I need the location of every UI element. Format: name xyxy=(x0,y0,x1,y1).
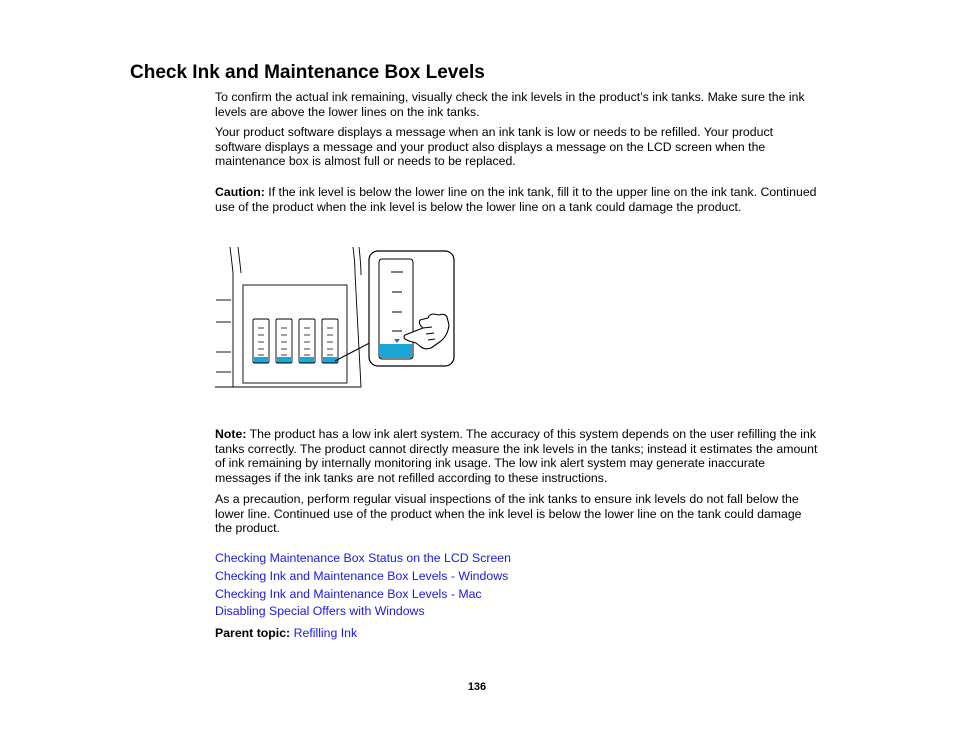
caution-text: If the ink level is below the lower line on the ink tank, fill it to the upper line on the ink tank. Continued use of the product when the ink level is below the lower line on a tank could damage the product. xyxy=(215,185,817,214)
ink-tank-1 xyxy=(253,319,269,363)
intro-paragraph-1: To confirm the actual ink remaining, visually check the ink levels in the product’s ink tanks. Make sure the ink levels are above the lower lines on the ink tanks. xyxy=(215,90,805,119)
page-number: 136 xyxy=(467,681,487,693)
link-maintenance-box-lcd[interactable]: Checking Maintenance Box Status on the LCD Screen xyxy=(215,551,511,565)
parent-topic-link[interactable]: Refilling Ink xyxy=(293,626,358,640)
ink-tanks xyxy=(253,319,338,363)
ink-tank-diagram xyxy=(213,245,458,390)
link-levels-mac[interactable]: Checking Ink and Maintenance Box Levels - Mac xyxy=(215,587,482,601)
zoom-callout xyxy=(369,251,454,366)
note-label: Note: xyxy=(215,427,247,441)
printer-body-outline xyxy=(215,247,361,387)
note-text: The product has a low ink alert system. The accuracy of this system depends on the user refilling the ink tanks correctly. The product cannot directly measure the ink levels in the tanks; instead it estimates the amount of ink remaining by internally monitoring ink usage. The low ink alert system may generate inaccurate messages if the ink tanks are not refilled according to these instructions. xyxy=(215,427,818,485)
page-title: Check Ink and Maintenance Box Levels xyxy=(130,62,485,83)
intro-paragraph-2: Your product software displays a message when an ink tank is low or needs to be refilled. Your product software displays a message and your product also displays a message on the LCD screen when the maintenance box is almost full or needs to be replaced. xyxy=(215,125,774,169)
note-paragraph xyxy=(215,427,820,485)
link-levels-windows[interactable]: Checking Ink and Maintenance Box Levels - Windows xyxy=(215,569,509,583)
ink-tank-illustration xyxy=(213,245,458,395)
precaution-paragraph: As a precaution, perform regular visual inspections of the ink tanks to ensure ink levels do not fall below the lower line. Continued use of the product when the ink level is below the lower line on the tank could damage the product. xyxy=(215,492,802,536)
ink-tank-2 xyxy=(276,319,292,363)
link-special-offers-windows[interactable]: Disabling Special Offers with Windows xyxy=(215,604,425,618)
caution-paragraph xyxy=(215,185,820,214)
ink-tank-4 xyxy=(322,319,338,363)
parent-topic-label: Parent topic: xyxy=(215,626,291,640)
caution-label: Caution: xyxy=(215,185,265,199)
ink-tank-3 xyxy=(299,319,315,363)
parent-topic xyxy=(215,626,357,641)
